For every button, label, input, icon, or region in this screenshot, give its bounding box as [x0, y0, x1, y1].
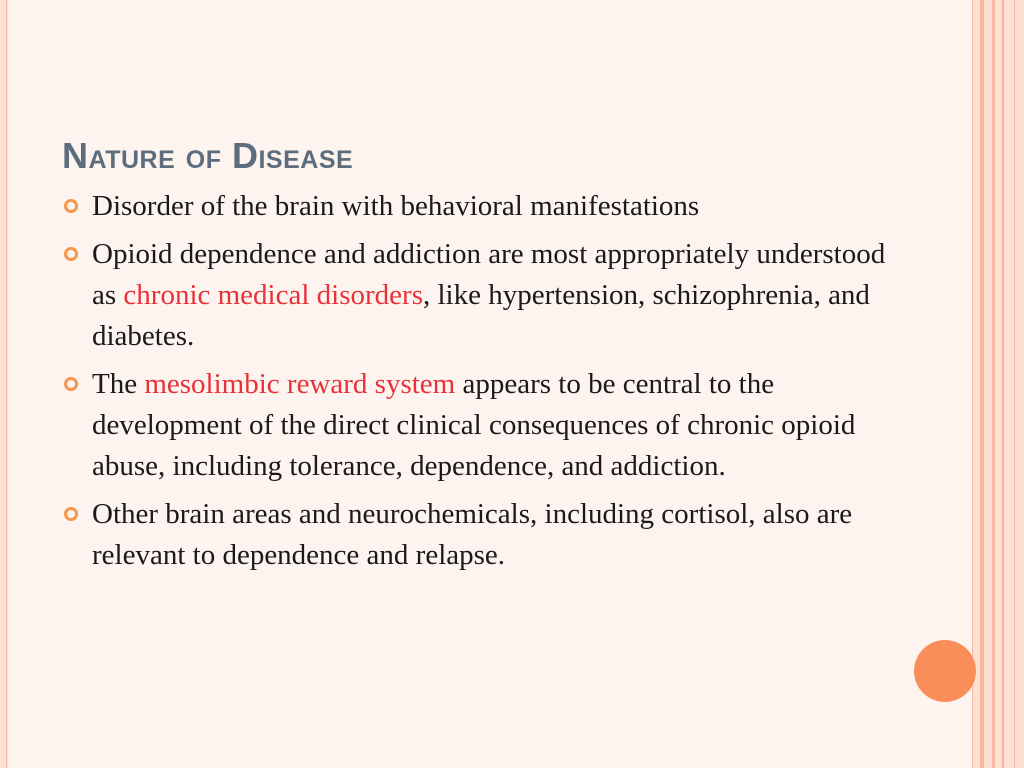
bullet-list: [58, 186, 898, 583]
highlighted-term: chronic medical disorders: [123, 279, 423, 311]
right-border-decoration: [972, 0, 1024, 768]
ring-bullet-icon: [64, 507, 78, 521]
bullet-text: appears to be central to the development of the direct clinical consequences of chronic opioid abuse, including tolerance, dependence, and addiction.: [92, 368, 856, 482]
left-border-decoration: [0, 0, 8, 768]
bullet-text: Opioid dependence and addiction are most appropriately understood as: [92, 238, 886, 311]
bullet-text: The: [92, 368, 145, 400]
highlighted-term: mesolimbic reward system: [144, 368, 456, 400]
ring-bullet-icon: [64, 247, 78, 261]
bullet-item: [58, 494, 898, 576]
bullet-item: [58, 186, 898, 227]
orange-circle-decoration: [914, 640, 976, 702]
bullet-text: Disorder of the brain with behavioral manifestations: [92, 190, 700, 222]
bullet-text: Other brain areas and neurochemicals, including cortisol, also are relevant to dependence and relapse.: [92, 498, 853, 571]
bullet-item: [58, 364, 898, 487]
bullet-text: , like hypertension, schizophrenia, and diabetes.: [92, 279, 870, 352]
slide-title: Nature of Disease: [62, 135, 354, 177]
bullet-item: [58, 234, 898, 357]
ring-bullet-icon: [64, 377, 78, 391]
ring-bullet-icon: [64, 199, 78, 213]
